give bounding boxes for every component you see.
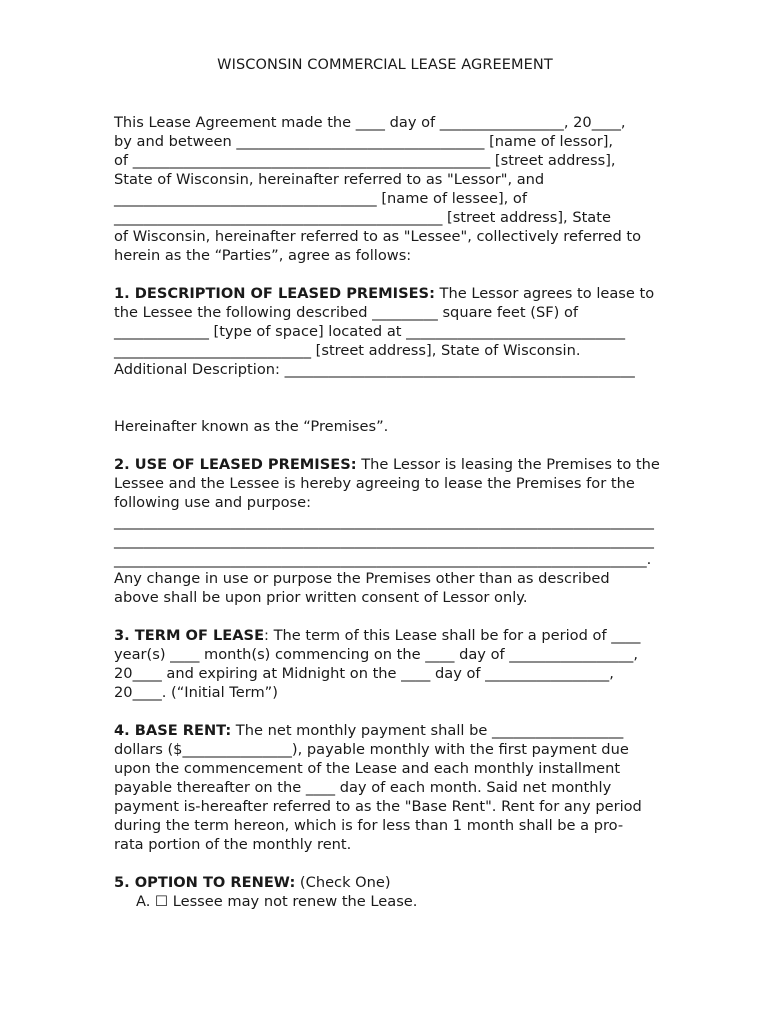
section-3-line: 20____ and expiring at Midnight on the ____ day of _________________, [114,665,614,682]
premises-definition: Hereinafter known as the “Premises”. [114,418,389,435]
section-5-first-line [114,873,662,892]
section-2-line: Any change in use or purpose the Premises other than as described [114,570,610,587]
section-4-line: upon the commencement of the Lease and each monthly installment [114,760,621,777]
section-4-line: payment is-hereafter referred to as the "Base Rent". Rent for any period [114,798,642,815]
intro-line: of Wisconsin, hereinafter referred to as "Lessee", collectively referred to [114,228,641,245]
section-1-line: ___________________________ [street address], State of Wisconsin. [114,342,581,359]
document-title: WISCONSIN COMMERCIAL LEASE AGREEMENT [217,57,553,73]
document-body [114,113,662,911]
section-1-text: The Lessor agrees to lease to [434,285,655,302]
section-2-blank-line: __________________________________________________________________________ [114,532,654,549]
section-2-text: The Lessor is leasing the Premises to the [356,456,660,473]
intro-line: State of Wisconsin, hereinafter referred to as "Lessor", and [114,171,545,188]
section-1-line: the Lessee the following described _________ square feet (SF) of [114,304,579,321]
section-3-line: year(s) ____ month(s) commencing on the ____ day of _________________, [114,646,638,663]
section-3-text: : The term of this Lease shall be for a period of ____ [264,627,641,644]
intro-line: This Lease Agreement made the ____ day of _________________, 20____, [114,114,626,131]
section-1-line: _____________ [type of space] located at ______________________________ [114,323,626,340]
section-4-heading: 4. BASE RENT: [114,722,232,739]
section-2-line: above shall be upon prior written consent of Lessor only. [114,589,528,606]
section-3-line: 20____. (“Initial Term”) [114,684,278,701]
intro-line: ____________________________________ [name of lessee], of [114,190,527,207]
section-option-to-renew [114,873,662,911]
section-4-first-line [114,721,662,740]
section-term-of-lease [114,626,662,702]
section-3-heading: 3. TERM OF LEASE [114,627,265,644]
section-2-heading: 2. USE OF LEASED PREMISES: [114,456,357,473]
section-1-heading: 1. DESCRIPTION OF LEASED PREMISES: [114,285,435,302]
section-2-blank-line: _________________________________________________________________________. [114,551,652,568]
section-2-blank-line: __________________________________________________________________________ [114,513,654,530]
section-4-line: dollars ($_______________), payable monthly with the first payment due [114,741,629,758]
section-3-first-line [114,626,662,645]
section-4-line: during the term hereon, which is for less than 1 month shall be a pro- [114,817,624,834]
section-use-of-premises [114,455,662,607]
section-5-heading: 5. OPTION TO RENEW: [114,874,296,891]
section-4-line: payable thereafter on the ____ day of each month. Said net monthly [114,779,612,796]
intro-line: herein as the “Parties”, agree as follows: [114,247,412,264]
section-4-text: The net monthly payment shall be __________________ [231,722,624,739]
section-1-first-line [114,284,662,303]
section-base-rent [114,721,662,854]
section-1-line: Additional Description: ________________________________________________ [114,361,635,378]
intro-line: _____________________________________________ [street address], State [114,209,611,226]
section-2-line: following use and purpose: [114,494,312,511]
section-2-line: Lessee and the Lessee is hereby agreeing to lease the Premises for the [114,475,635,492]
renew-option-a-checkbox[interactable]: A. ☐ Lessee may not renew the Lease. [136,893,418,910]
section-5-text: (Check One) [295,874,391,891]
section-4-line: rata portion of the monthly rent. [114,836,352,853]
intro-line: by and between __________________________________ [name of lessor], [114,133,614,150]
section-2-first-line [114,455,662,474]
intro-line: of _________________________________________________ [street address], [114,152,616,169]
section-description-of-premises [114,284,662,379]
intro-paragraph [114,113,662,265]
